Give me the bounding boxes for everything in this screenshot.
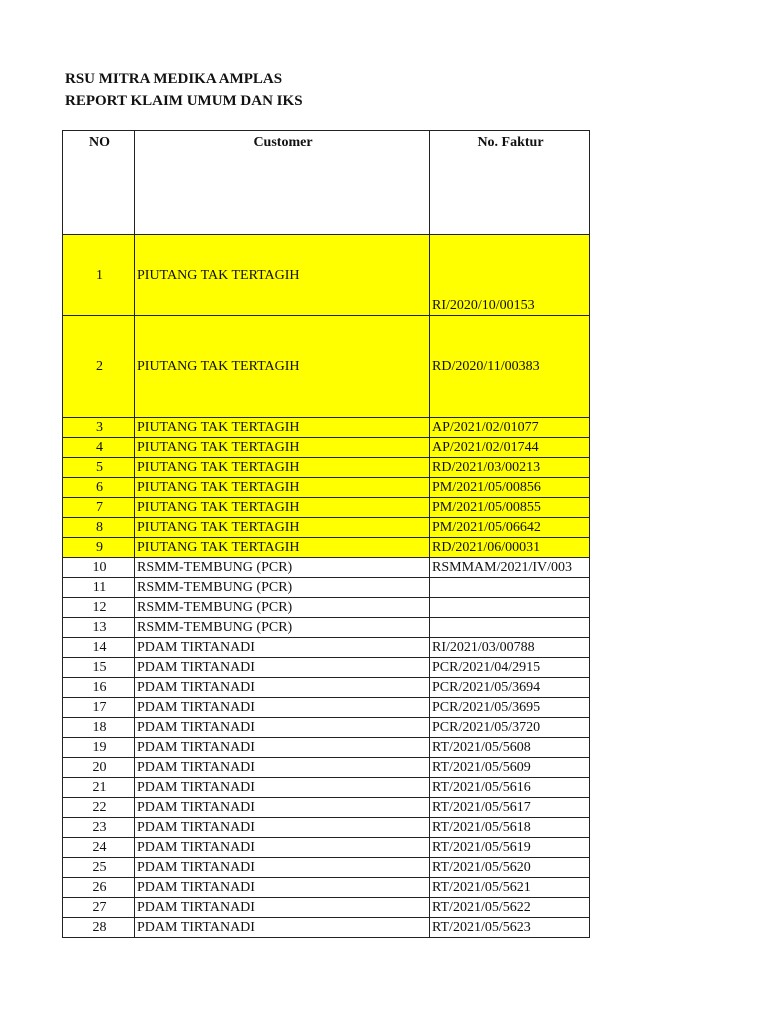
cell-customer: PIUTANG TAK TERTAGIH xyxy=(135,478,430,498)
cell-customer: PDAM TIRTANADI xyxy=(135,858,430,878)
cell-no: 23 xyxy=(63,818,135,838)
cell-no: 10 xyxy=(63,558,135,578)
cell-faktur: PM/2021/05/06642 xyxy=(430,518,590,538)
cell-no: 27 xyxy=(63,898,135,918)
cell-customer: PDAM TIRTANADI xyxy=(135,718,430,738)
table-row xyxy=(63,838,590,858)
cell-customer: PDAM TIRTANADI xyxy=(135,898,430,918)
cell-no: 12 xyxy=(63,598,135,618)
cell-customer: PDAM TIRTANADI xyxy=(135,758,430,778)
cell-customer: PDAM TIRTANADI xyxy=(135,918,430,938)
cell-no: 16 xyxy=(63,678,135,698)
table-row xyxy=(63,458,590,478)
cell-faktur xyxy=(430,618,590,638)
report-heading xyxy=(65,68,303,112)
cell-customer: RSMM-TEMBUNG (PCR) xyxy=(135,578,430,598)
cell-no: 14 xyxy=(63,638,135,658)
hospital-name: RSU MITRA MEDIKA AMPLAS xyxy=(65,71,283,87)
cell-faktur: AP/2021/02/01744 xyxy=(430,438,590,458)
cell-no: 21 xyxy=(63,778,135,798)
table-row xyxy=(63,598,590,618)
cell-no: 6 xyxy=(63,478,135,498)
cell-faktur: PM/2021/05/00855 xyxy=(430,498,590,518)
table-header-row xyxy=(63,131,590,235)
cell-no: 24 xyxy=(63,838,135,858)
cell-faktur: RT/2021/05/5621 xyxy=(430,878,590,898)
table-row xyxy=(63,638,590,658)
table-row xyxy=(63,316,590,418)
cell-faktur: RD/2021/06/00031 xyxy=(430,538,590,558)
cell-customer: PIUTANG TAK TERTAGIH xyxy=(135,538,430,558)
cell-customer: PDAM TIRTANADI xyxy=(135,838,430,858)
cell-no: 22 xyxy=(63,798,135,818)
table-row xyxy=(63,438,590,458)
cell-no: 19 xyxy=(63,738,135,758)
cell-faktur: PCR/2021/04/2915 xyxy=(430,658,590,678)
cell-no: 7 xyxy=(63,498,135,518)
table-row xyxy=(63,858,590,878)
table-row xyxy=(63,878,590,898)
cell-customer: RSMM-TEMBUNG (PCR) xyxy=(135,598,430,618)
cell-faktur: RT/2021/05/5609 xyxy=(430,758,590,778)
cell-customer: PDAM TIRTANADI xyxy=(135,818,430,838)
cell-customer: PDAM TIRTANADI xyxy=(135,658,430,678)
table-row xyxy=(63,898,590,918)
cell-customer: PDAM TIRTANADI xyxy=(135,738,430,758)
table-row xyxy=(63,698,590,718)
table-row xyxy=(63,418,590,438)
table-row xyxy=(63,498,590,518)
cell-customer: RSMM-TEMBUNG (PCR) xyxy=(135,558,430,578)
cell-customer: PIUTANG TAK TERTAGIH xyxy=(135,458,430,478)
cell-faktur: PCR/2021/05/3695 xyxy=(430,698,590,718)
table-row xyxy=(63,738,590,758)
cell-faktur: RD/2020/11/00383 xyxy=(430,316,590,418)
cell-no: 3 xyxy=(63,418,135,438)
claim-report-table xyxy=(62,130,590,938)
cell-no: 4 xyxy=(63,438,135,458)
cell-no: 25 xyxy=(63,858,135,878)
column-header-no: NO xyxy=(63,131,135,235)
cell-faktur: RT/2021/05/5619 xyxy=(430,838,590,858)
table-row xyxy=(63,718,590,738)
table-row xyxy=(63,798,590,818)
cell-no: 15 xyxy=(63,658,135,678)
table-row xyxy=(63,778,590,798)
cell-customer: PIUTANG TAK TERTAGIH xyxy=(135,235,430,316)
table-row xyxy=(63,518,590,538)
cell-customer: PDAM TIRTANADI xyxy=(135,698,430,718)
table-row xyxy=(63,235,590,316)
cell-customer: PIUTANG TAK TERTAGIH xyxy=(135,418,430,438)
cell-customer: PDAM TIRTANADI xyxy=(135,778,430,798)
table-row xyxy=(63,758,590,778)
table-row xyxy=(63,578,590,598)
cell-no: 1 xyxy=(63,235,135,316)
cell-customer: PDAM TIRTANADI xyxy=(135,878,430,898)
cell-faktur: RT/2021/05/5623 xyxy=(430,918,590,938)
cell-faktur: AP/2021/02/01077 xyxy=(430,418,590,438)
cell-no: 2 xyxy=(63,316,135,418)
cell-faktur: RI/2020/10/00153 xyxy=(430,235,590,316)
cell-faktur: PM/2021/05/00856 xyxy=(430,478,590,498)
cell-faktur: PCR/2021/05/3694 xyxy=(430,678,590,698)
report-title: REPORT KLAIM UMUM DAN IKS xyxy=(65,93,303,109)
cell-faktur: RSMMAM/2021/IV/003 xyxy=(430,558,590,578)
table-row xyxy=(63,618,590,638)
cell-no: 28 xyxy=(63,918,135,938)
cell-customer: PDAM TIRTANADI xyxy=(135,798,430,818)
cell-faktur: RT/2021/05/5622 xyxy=(430,898,590,918)
cell-no: 5 xyxy=(63,458,135,478)
table-row xyxy=(63,558,590,578)
cell-customer: PIUTANG TAK TERTAGIH xyxy=(135,498,430,518)
cell-no: 18 xyxy=(63,718,135,738)
cell-no: 9 xyxy=(63,538,135,558)
cell-faktur: RI/2021/03/00788 xyxy=(430,638,590,658)
cell-no: 13 xyxy=(63,618,135,638)
cell-faktur xyxy=(430,598,590,618)
column-header-faktur: No. Faktur xyxy=(430,131,590,235)
cell-faktur: RT/2021/05/5620 xyxy=(430,858,590,878)
table-row xyxy=(63,478,590,498)
table-row xyxy=(63,918,590,938)
cell-faktur: RT/2021/05/5617 xyxy=(430,798,590,818)
cell-no: 11 xyxy=(63,578,135,598)
table-row xyxy=(63,538,590,558)
cell-customer: PDAM TIRTANADI xyxy=(135,638,430,658)
cell-customer: PIUTANG TAK TERTAGIH xyxy=(135,518,430,538)
cell-faktur: RT/2021/05/5618 xyxy=(430,818,590,838)
cell-customer: PIUTANG TAK TERTAGIH xyxy=(135,316,430,418)
cell-no: 20 xyxy=(63,758,135,778)
cell-customer: RSMM-TEMBUNG (PCR) xyxy=(135,618,430,638)
column-header-customer: Customer xyxy=(135,131,430,235)
cell-no: 26 xyxy=(63,878,135,898)
cell-no: 17 xyxy=(63,698,135,718)
table-row xyxy=(63,658,590,678)
cell-faktur: RT/2021/05/5608 xyxy=(430,738,590,758)
table-row xyxy=(63,818,590,838)
table-row xyxy=(63,678,590,698)
cell-faktur: RD/2021/03/00213 xyxy=(430,458,590,478)
cell-customer: PIUTANG TAK TERTAGIH xyxy=(135,438,430,458)
cell-no: 8 xyxy=(63,518,135,538)
table-body xyxy=(63,235,590,938)
cell-customer: PDAM TIRTANADI xyxy=(135,678,430,698)
cell-faktur xyxy=(430,578,590,598)
cell-faktur: RT/2021/05/5616 xyxy=(430,778,590,798)
cell-faktur: PCR/2021/05/3720 xyxy=(430,718,590,738)
